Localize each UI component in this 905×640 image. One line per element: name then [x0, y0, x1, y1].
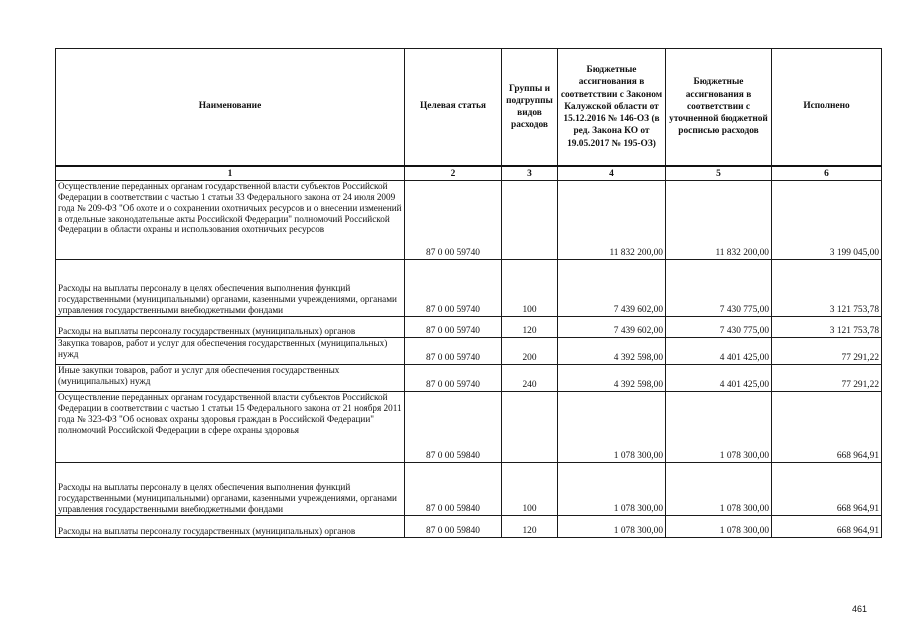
row-expense-group: 240 — [502, 365, 558, 392]
column-number: 5 — [666, 166, 772, 181]
row-expense-group: 100 — [502, 463, 558, 516]
row-expense-group: 120 — [502, 516, 558, 538]
table-row — [56, 260, 882, 317]
row-target-code: 87 0 00 59740 — [405, 338, 502, 365]
row-expense-group — [502, 392, 558, 463]
column-number: 2 — [405, 166, 502, 181]
row-expense-group — [502, 181, 558, 260]
row-name: Осуществление переданных органам государственной власти субъектов Российской Федерации в соответствии с частью 1 статьи 15 Федерального закона от 21 ноября 2011 года № 323-ФЗ "Об основах охраны здоровья граждан в Российской Федерации" полномочий Российской Федерации в сфере охраны здоровья — [56, 392, 405, 463]
row-execution: 3 121 753,78 — [772, 260, 882, 317]
row-alloc-refined: 1 078 300,00 — [666, 463, 772, 516]
column-number: 4 — [558, 166, 666, 181]
budget-sheet — [55, 48, 882, 538]
row-name: Расходы на выплаты персоналу государственных (муниципальных) органов — [56, 516, 405, 538]
row-execution: 3 121 753,78 — [772, 317, 882, 338]
row-target-code: 87 0 00 59740 — [405, 365, 502, 392]
header-execution: Исполнено — [772, 49, 882, 167]
row-name: Расходы на выплаты персоналу в целях обеспечения выполнения функций государственными (муниципальными) органами, казенными учреждениями, органами управления государственными внебюджетными фондами — [56, 260, 405, 317]
row-expense-group: 200 — [502, 338, 558, 365]
row-alloc-refined: 7 430 775,00 — [666, 260, 772, 317]
table-row — [56, 365, 882, 392]
row-name: Закупка товаров, работ и услуг для обеспечения государственных (муниципальных) нужд — [56, 338, 405, 365]
header-target: Целевая статья — [405, 49, 502, 167]
table-row — [56, 392, 882, 463]
row-alloc-refined: 1 078 300,00 — [666, 516, 772, 538]
row-alloc-refined: 7 430 775,00 — [666, 317, 772, 338]
header-row — [56, 49, 882, 167]
table-row — [56, 317, 882, 338]
row-target-code: 87 0 00 59740 — [405, 181, 502, 260]
column-number: 6 — [772, 166, 882, 181]
row-alloc-law: 4 392 598,00 — [558, 365, 666, 392]
budget-table — [55, 48, 882, 538]
table-row — [56, 463, 882, 516]
row-alloc-law: 4 392 598,00 — [558, 338, 666, 365]
row-target-code: 87 0 00 59740 — [405, 260, 502, 317]
row-alloc-refined: 4 401 425,00 — [666, 365, 772, 392]
row-execution: 668 964,91 — [772, 392, 882, 463]
row-name: Иные закупки товаров, работ и услуг для обеспечения государственных (муниципальных) нужд — [56, 365, 405, 392]
row-target-code: 87 0 00 59840 — [405, 463, 502, 516]
page-number: 461 — [851, 604, 867, 614]
row-execution: 77 291,22 — [772, 365, 882, 392]
row-execution: 668 964,91 — [772, 516, 882, 538]
row-alloc-refined: 1 078 300,00 — [666, 392, 772, 463]
table-row — [56, 181, 882, 260]
row-alloc-law: 1 078 300,00 — [558, 463, 666, 516]
row-execution: 3 199 045,00 — [772, 181, 882, 260]
header-alloc-law: Бюджетные ассигнования в соответствии с Законом Калужской области от 15.12.2016 № 146-ОЗ (в ред. Закона КО от 19.05.2017 № 195-ОЗ) — [558, 49, 666, 167]
header-name: Наименование — [56, 49, 405, 167]
header-groups: Группы и подгруппы видов расходов — [502, 49, 558, 167]
row-alloc-law: 1 078 300,00 — [558, 516, 666, 538]
row-execution: 668 964,91 — [772, 463, 882, 516]
row-target-code: 87 0 00 59840 — [405, 516, 502, 538]
row-alloc-law: 11 832 200,00 — [558, 181, 666, 260]
column-number: 1 — [56, 166, 405, 181]
row-alloc-law: 1 078 300,00 — [558, 392, 666, 463]
row-expense-group: 120 — [502, 317, 558, 338]
row-alloc-refined: 11 832 200,00 — [666, 181, 772, 260]
column-number-row — [56, 166, 882, 181]
row-name: Расходы на выплаты персоналу государственных (муниципальных) органов — [56, 317, 405, 338]
row-execution: 77 291,22 — [772, 338, 882, 365]
table-row — [56, 516, 882, 538]
row-alloc-law: 7 439 602,00 — [558, 317, 666, 338]
row-target-code: 87 0 00 59840 — [405, 392, 502, 463]
header-alloc-refined: Бюджетные ассигнования в соответствии с уточненной бюджетной росписью расходов — [666, 49, 772, 167]
row-alloc-law: 7 439 602,00 — [558, 260, 666, 317]
row-alloc-refined: 4 401 425,00 — [666, 338, 772, 365]
row-target-code: 87 0 00 59740 — [405, 317, 502, 338]
table-row — [56, 338, 882, 365]
row-name: Расходы на выплаты персоналу в целях обеспечения выполнения функций государственными (муниципальными) органами, казенными учреждениями, органами управления государственными внебюджетными фондами — [56, 463, 405, 516]
column-number: 3 — [502, 166, 558, 181]
row-expense-group: 100 — [502, 260, 558, 317]
row-name: Осуществление переданных органам государственной власти субъектов Российской Федерации в соответствии с частью 1 статьи 33 Федерального закона от 24 июля 2009 года № 209-ФЗ "Об охоте и о сохранении охотничьих ресурсов и о внесении изменений в отдельные законодательные акты Российской Федерации" полномочий Российской Федерации в области охраны и использования охотничьих ресурсов — [56, 181, 405, 260]
